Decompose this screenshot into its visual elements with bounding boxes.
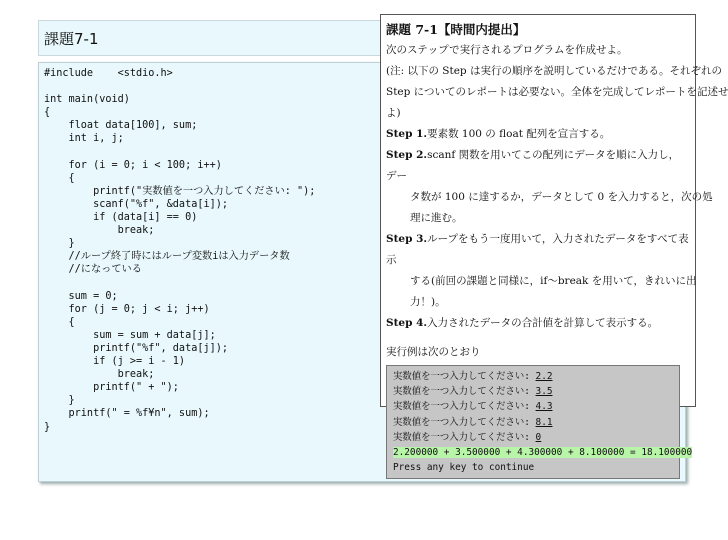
console-input-value: 8.1	[535, 416, 553, 428]
console-prompt-line	[393, 415, 673, 430]
console-input-value: 4.3	[535, 401, 553, 413]
step-item	[386, 124, 689, 145]
code-line: }	[44, 395, 75, 407]
slide-title: 課題7-1	[44, 30, 99, 48]
console-input-value: 2.2	[535, 371, 553, 382]
code-line: scanf("%f", &data[i]);	[44, 198, 229, 210]
code-line: if (j >= i - 1)	[44, 356, 186, 368]
code-line	[44, 146, 315, 159]
step-label: Step 4.	[386, 317, 428, 329]
console-prompt: 実数値を一つ入力してください:	[393, 386, 536, 398]
code-line: printf(" + ");	[44, 382, 179, 394]
assignment-note-line-1: (注: 以下の Step は実行の順序を説明しているだけである。それぞれの	[386, 65, 722, 77]
code-line: {	[44, 107, 51, 119]
step-label: Step 1.	[386, 128, 428, 140]
code-line: printf("実数値を一つ入力してください: ");	[44, 185, 316, 197]
code-line: }	[44, 421, 51, 433]
console-prompt: 実数値を一つ入力してください:	[393, 401, 536, 413]
step-text: ループをもう一度用いて，入力されたデータをすべて表示	[386, 233, 689, 266]
step-label: Step 2.	[386, 149, 428, 161]
console-prompt-line	[393, 399, 673, 414]
code-line: //になっている	[44, 264, 142, 276]
console-prompt: 実数値を一つ入力してください:	[393, 416, 536, 428]
assignment-note-line-3: よ)	[386, 107, 401, 119]
step-text: 力！)。	[410, 296, 446, 308]
code-line: }	[44, 238, 75, 250]
example-label: 実行例は次のとおり	[386, 346, 481, 358]
console-prompt: 実数値を一つ入力してください:	[393, 431, 536, 443]
code-line: int i, j;	[44, 133, 124, 145]
console-result-text: 2.200000 + 3.500000 + 4.300000 + 8.100000 = 18.100000	[393, 447, 693, 459]
assignment-title: 課題 7-1【時間内提出】	[386, 22, 526, 37]
console-output	[386, 365, 693, 479]
step-item	[386, 313, 689, 334]
code-line	[44, 277, 315, 290]
assignment-note-line-2: Step についてのレポートは必要ない。全体を完成してレポートを記述せ	[386, 86, 728, 98]
code-line: for (i = 0; i < 100; i++)	[44, 159, 222, 171]
code-line: //ループ終了時にはループ変数iは入力データ数	[44, 251, 290, 263]
code-line: if (data[i] == 0)	[44, 212, 198, 224]
code-line: sum = 0;	[44, 290, 118, 302]
code-line: sum = sum + data[j];	[44, 329, 216, 341]
console-continue-line: Press any key to continue	[393, 462, 535, 474]
code-line: break;	[44, 225, 155, 237]
code-line: #include <stdio.h>	[44, 68, 173, 79]
console-result-line	[393, 445, 693, 460]
console-prompt-line	[393, 430, 673, 445]
code-line: {	[44, 172, 75, 184]
step-text: する(前回の課題と同様に，if〜break を用いて，きれいに出	[410, 275, 697, 287]
code-line: {	[44, 316, 75, 328]
source-code	[44, 67, 315, 434]
console-prompt-line	[393, 369, 673, 384]
code-line: int main(void)	[44, 94, 130, 106]
assignment-panel	[380, 14, 728, 474]
code-line: float data[100], sum;	[44, 120, 198, 132]
step-item	[386, 145, 713, 229]
console-prompt-line	[393, 384, 673, 399]
step-list	[386, 124, 713, 334]
code-line: break;	[44, 369, 155, 381]
code-line: printf(" = %f¥n", sum);	[44, 408, 210, 420]
step-item	[386, 229, 697, 313]
console-prompt: 実数値を一つ入力してください:	[393, 371, 536, 382]
step-text: 入力されたデータの合計値を計算して表示する。	[427, 317, 659, 329]
step-text: 要素数 100 の float 配列を宣言する。	[427, 128, 611, 140]
code-line	[44, 80, 315, 93]
step-text: 理に進む。	[410, 212, 463, 224]
code-line: printf("%f", data[j]);	[44, 342, 229, 354]
step-text: scanf 関数を用いてこの配列にデータを順に入力し，デー	[386, 149, 680, 182]
step-text: タ数が 100 に達するか，データとして 0 を入力すると，次の処	[410, 191, 713, 203]
step-label: Step 3.	[386, 233, 428, 245]
assignment-intro: 次のステップで実行されるプログラムを作成せよ。	[386, 44, 628, 56]
console-input-value: 0	[535, 431, 542, 443]
code-line: for (j = 0; j < i; j++)	[44, 303, 210, 315]
console-input-value: 3.5	[535, 386, 553, 398]
